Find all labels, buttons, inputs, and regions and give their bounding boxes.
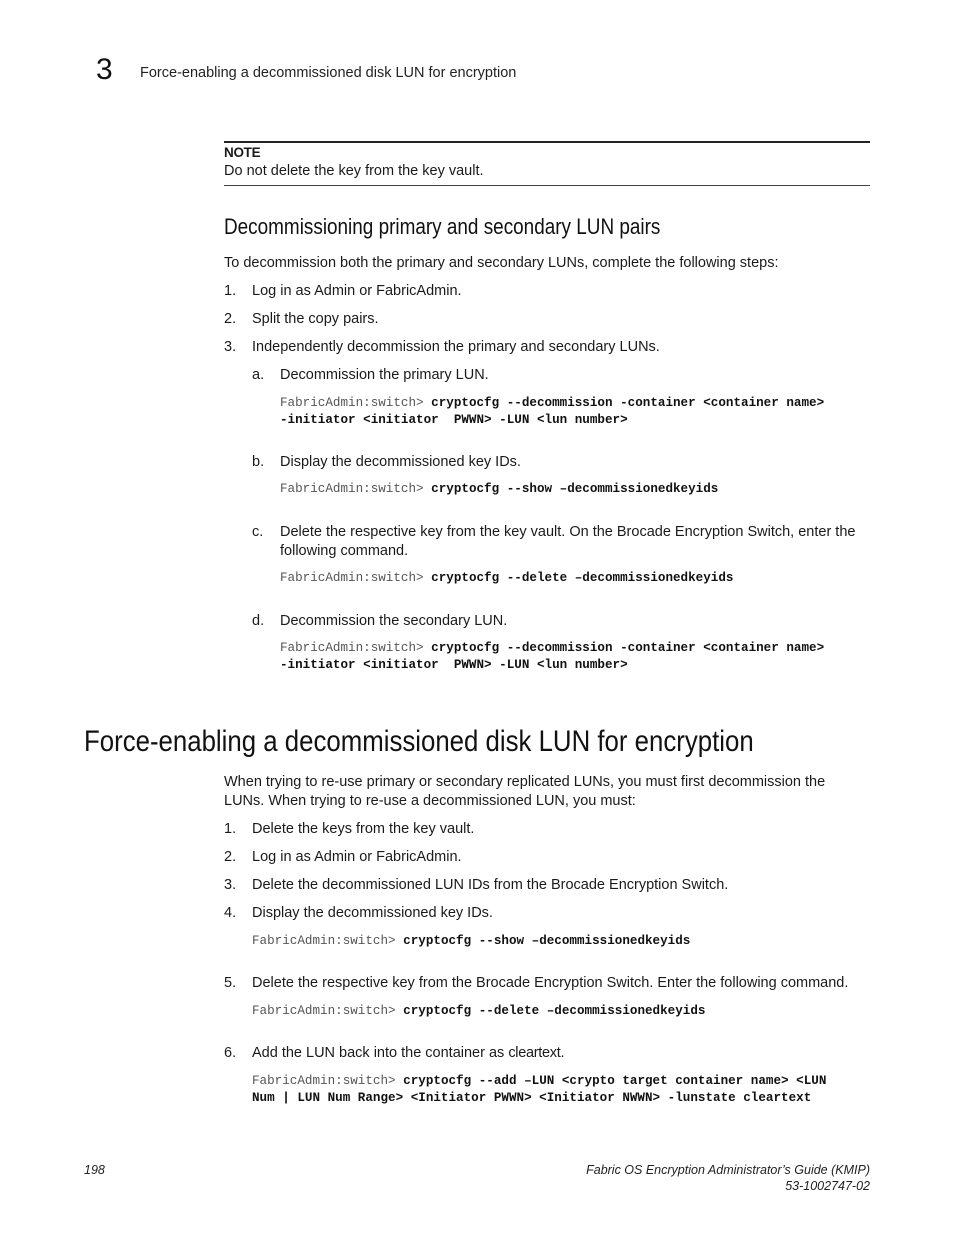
- code-prompt: FabricAdmin:switch>: [252, 934, 396, 948]
- note-text: Do not delete the key from the key vault.: [224, 163, 484, 179]
- code-block: [252, 933, 690, 950]
- footer-doc-id: 53-1002747-02: [785, 1179, 870, 1193]
- step-text: Delete the respective key from the Brocade Encryption Switch. Enter the following command.: [252, 975, 849, 991]
- section-intro-continued: LUNs. When trying to re-use a decommissioned LUN, you must:: [224, 793, 636, 809]
- step-text: Delete the decommissioned LUN IDs from the Brocade Encryption Switch.: [252, 877, 729, 893]
- step-text: Log in as Admin or FabricAdmin.: [252, 283, 462, 299]
- code-block: [252, 1073, 826, 1107]
- step-number: 1.: [224, 821, 237, 837]
- step-number: 6.: [224, 1045, 237, 1061]
- step-text: Delete the keys from the key vault.: [252, 821, 475, 837]
- chapter-number: 3: [96, 53, 113, 86]
- step-text: Split the copy pairs.: [252, 311, 379, 327]
- substep-text: Delete the respective key from the key vault. On the Brocade Encryption Switch, enter the: [280, 524, 856, 540]
- code-command: Num | LUN Num Range> <Initiator PWWN> <Initiator NWWN> -lunstate cleartext: [252, 1091, 812, 1105]
- step-number: 3.: [224, 339, 237, 355]
- step-number: 3.: [224, 877, 237, 893]
- running-header: Force-enabling a decommissioned disk LUN for encryption: [140, 65, 517, 81]
- step-text-body: Add the LUN back into the container as: [252, 1045, 509, 1061]
- note-bottom-rule: [224, 185, 870, 186]
- code-command: cryptocfg --add –LUN <crypto target container name> <LUN: [403, 1074, 827, 1088]
- substep-letter: c.: [252, 524, 264, 540]
- code-prompt: FabricAdmin:switch>: [280, 571, 424, 585]
- substep-letter: a.: [252, 367, 265, 383]
- footer-guide-title: Fabric OS Encryption Administrator’s Guide (KMIP): [586, 1163, 870, 1177]
- step-text: [252, 1044, 564, 1063]
- code-command: cryptocfg --decommission -container <container name>: [431, 396, 825, 410]
- code-command: cryptocfg --decommission -container <container name>: [431, 641, 825, 655]
- step-text: Log in as Admin or FabricAdmin.: [252, 849, 462, 865]
- substep-letter: b.: [252, 454, 265, 470]
- code-command: cryptocfg --delete –decommissionedkeyids: [403, 1004, 706, 1018]
- code-prompt: FabricAdmin:switch>: [252, 1004, 396, 1018]
- substep-text-continued: following command.: [280, 543, 409, 559]
- code-prompt: FabricAdmin:switch>: [280, 482, 424, 496]
- page-number: 198: [84, 1163, 105, 1177]
- section-title: Force-enabling a decommissioned disk LUN for encryption: [84, 725, 754, 758]
- code-command: cryptocfg --show –decommissionedkeyids: [403, 934, 691, 948]
- note-label: NOTE: [224, 145, 261, 160]
- step-text: Display the decommissioned key IDs.: [252, 905, 493, 921]
- substep-text: Display the decommissioned key IDs.: [280, 454, 521, 470]
- step-text-end: .: [560, 1045, 565, 1061]
- code-prompt: FabricAdmin:switch>: [280, 641, 424, 655]
- keyword-cleartext: cleartext: [508, 1045, 561, 1061]
- code-block: [280, 481, 718, 498]
- code-prompt: FabricAdmin:switch>: [280, 396, 424, 410]
- step-number: 2.: [224, 311, 237, 327]
- code-command: -initiator <initiator PWWN> -LUN <lun number>: [280, 658, 628, 672]
- step-number: 4.: [224, 905, 237, 921]
- code-block: [280, 395, 824, 429]
- code-command: -initiator <initiator PWWN> -LUN <lun number>: [280, 413, 628, 427]
- note-top-rule: [224, 141, 870, 143]
- step-number: 1.: [224, 283, 237, 299]
- code-command: cryptocfg --delete –decommissionedkeyids: [431, 571, 734, 585]
- code-prompt: FabricAdmin:switch>: [252, 1074, 396, 1088]
- substep-letter: d.: [252, 613, 265, 629]
- section-heading: Decommissioning primary and secondary LUN pairs: [224, 214, 661, 239]
- step-number: 2.: [224, 849, 237, 865]
- code-block: [280, 570, 733, 587]
- substep-text: Decommission the secondary LUN.: [280, 613, 508, 629]
- section-intro: To decommission both the primary and secondary LUNs, complete the following steps:: [224, 255, 779, 271]
- step-text: Independently decommission the primary and secondary LUNs.: [252, 339, 660, 355]
- substep-text: Decommission the primary LUN.: [280, 367, 489, 383]
- section-intro: When trying to re-use primary or secondary replicated LUNs, you must first decommission the: [224, 774, 826, 790]
- code-block: [252, 1003, 705, 1020]
- code-block: [280, 640, 824, 674]
- step-number: 5.: [224, 975, 237, 991]
- code-command: cryptocfg --show –decommissionedkeyids: [431, 482, 719, 496]
